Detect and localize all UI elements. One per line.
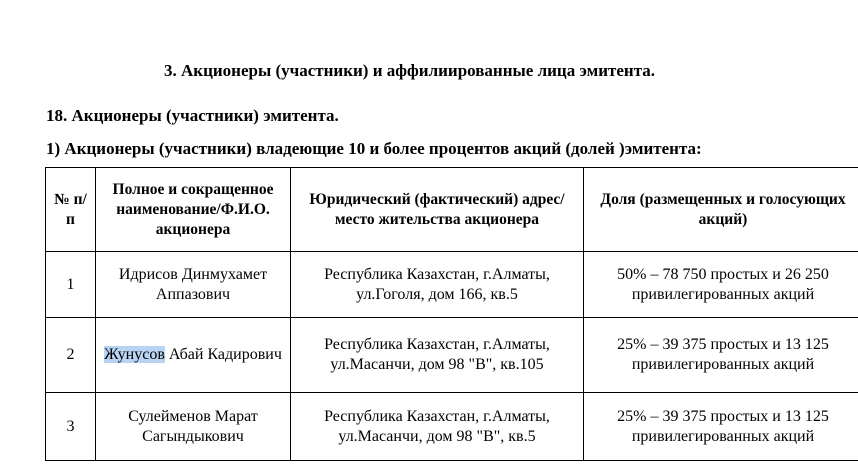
shareholder-address: Республика Казахстан, г.Алматы, ул.Масанчи, дом 98 "В", кв.105 xyxy=(291,318,584,393)
shareholder-name xyxy=(96,318,291,393)
row-number: 2 xyxy=(46,318,96,393)
table-row xyxy=(46,393,858,461)
table-row xyxy=(46,318,858,393)
row-number: 1 xyxy=(46,252,96,318)
shareholder-name xyxy=(96,252,291,318)
selected-text-highlight[interactable]: Жунусов xyxy=(104,346,165,363)
shareholder-share: 25% – 39 375 простых и 13 125 привилегированных акций xyxy=(584,318,858,393)
table-row xyxy=(46,252,858,318)
shareholder-share: 50% – 78 750 простых и 26 250 привилегированных акций xyxy=(584,252,858,318)
section-title: 3. Акционеры (участники) и аффилиированные лица эмитента. xyxy=(164,61,656,80)
header-number: № п/п xyxy=(46,168,96,252)
header-name: Полное и сокращенное наименование/Ф.И.О. акционера xyxy=(96,168,291,252)
shareholder-name-text: Абай Кадирович xyxy=(164,346,282,363)
shareholder-name-text: Сулейменов Марат Сагындыкович xyxy=(128,407,258,445)
shareholder-address: Республика Казахстан, г.Алматы, ул.Масанчи, дом 98 "В", кв.5 xyxy=(291,393,584,461)
header-share: Доля (размещенных и голосующих акций) xyxy=(584,168,858,252)
row-number: 3 xyxy=(46,393,96,461)
shareholder-share: 25% – 39 375 простых и 13 125 привилегированных акций xyxy=(584,393,858,461)
table-caption: 1) Акционеры (участники) владеющие 10 и более процентов акций (долей )эмитента: xyxy=(46,139,702,158)
shareholder-name xyxy=(96,393,291,461)
subsection-title: 18. Акционеры (участники) эмитента. xyxy=(46,106,339,125)
shareholder-name-text: Идрисов Динмухамет Аппазович xyxy=(118,265,268,303)
table-header-row xyxy=(46,168,858,252)
shareholder-address: Республика Казахстан, г.Алматы, ул.Гоголя, дом 166, кв.5 xyxy=(291,252,584,318)
shareholders-table xyxy=(45,167,858,461)
header-address: Юридический (фактический) адрес/место жительства акционера xyxy=(291,168,584,252)
